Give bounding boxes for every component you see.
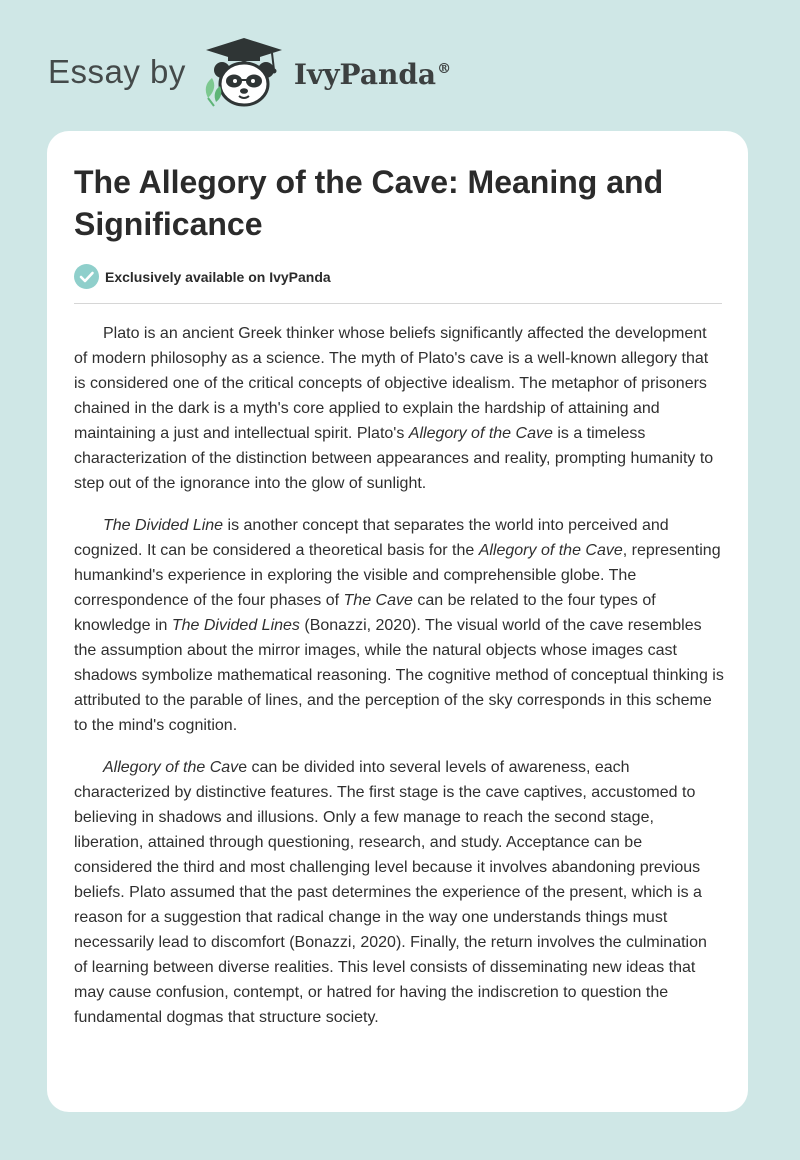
check-circle-icon	[74, 264, 99, 289]
site-header	[48, 36, 451, 108]
paragraph	[74, 321, 724, 496]
panda-logo-icon	[200, 36, 288, 108]
brand-text: IvyPanda	[293, 57, 437, 91]
paragraph-text: Plato is an ancient Greek thinker whose beliefs significantly affected the development of modern philosophy as a science. The myth of Plato's cave is a well-known allegory that is considered one of the critical concepts of objective idealism. The metaphor of prisoners chained in the dark is a myth's core applied to explain the hardship of attaining and maintaining a just and intellectual spirit. Plato's	[74, 325, 709, 442]
paragraph	[74, 755, 724, 1030]
essay-by-label: Essay by	[48, 53, 186, 90]
italic-title-ref: Allegory of the Cave	[408, 425, 553, 442]
registered-mark: ®	[437, 61, 452, 78]
italic-title-ref: The Divided Lines	[171, 617, 300, 634]
paragraph-text: can be related to the four types of knowledge in	[74, 592, 656, 634]
paragraph-text: is another concept that separates the world into perceived and cognized. It can be considered a theoretical basis for the	[74, 517, 669, 559]
paragraph-text: (Bonazzi, 2020). The visual world of the cave resembles the assumption about the mirror images, while the natural objects whose images cast shadows symbolize mathematical reasoning. The cognitive method of conceptual thinking is attributed to the parable of lines, and the perception of the sky corresponds in this scheme to the mind's cognition.	[74, 617, 724, 734]
paragraph-text: e can be divided into several levels of awareness, each characterized by distinctive features. The first stage is the cave captives, accustomed to believing in shadows and illusions. Only a few manage to reach the second stage, liberation, attained through questioning, research, and study. Acceptance can be considered the third and most challenging level because it involves abandoning previous beliefs. Plato assumed that the past determines the experience of the present, which is a reason for a suggestion that radical change in the way one understands things must necessarily lead to discomfort (Bonazzi, 2020). Finally, the return involves the culmination of learning between diverse realities. This level consists of disseminating new ideas that may cause confusion, contempt, or hatred for having the indiscretion to question the fundamental dogmas that structure society.	[74, 759, 707, 1026]
italic-title-ref: The Cave	[343, 592, 413, 609]
brand-name	[294, 58, 451, 91]
article-body	[74, 321, 724, 1047]
italic-title-ref: Allegory of the Cave	[478, 542, 623, 559]
title-divider	[74, 303, 722, 304]
paragraph-text: , representing humankind's experience in exploring the visible and comprehensible globe. The correspondence of the four phases of	[74, 542, 721, 609]
italic-title-ref: Allegory of the Cav	[103, 759, 239, 776]
paragraph-text: is a timeless characterization of the distinction between appearances and reality, prompting humanity to step out of the ignorance into the glow of sunlight.	[74, 425, 714, 492]
paragraph	[74, 513, 724, 738]
italic-title-ref: The Divided Line	[103, 517, 224, 534]
article-title: The Allegory of the Cave: Meaning and Significance	[74, 164, 664, 242]
exclusive-badge	[74, 264, 331, 289]
exclusive-badge-label: Exclusively available on IvyPanda	[105, 268, 331, 285]
article-card	[47, 131, 748, 1112]
